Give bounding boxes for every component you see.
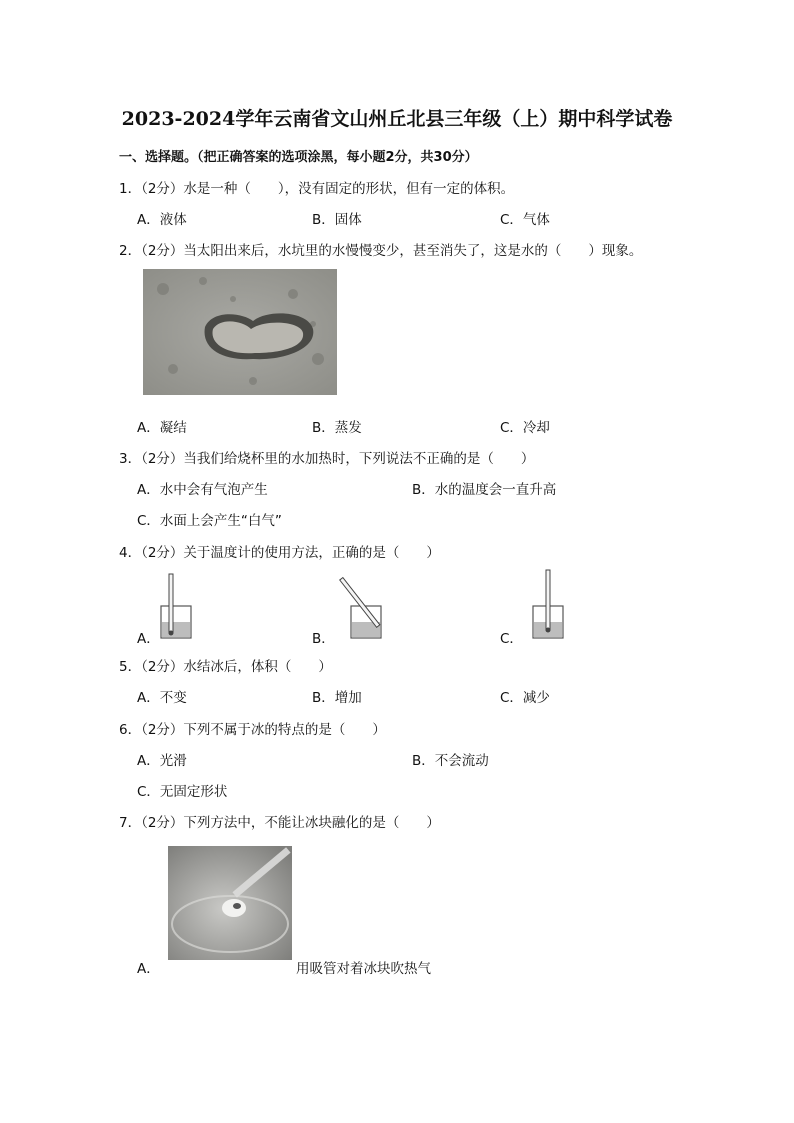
q1-option-c[interactable]: C．气体 — [500, 212, 550, 228]
q4-option-b[interactable]: B． — [312, 631, 335, 647]
q5-option-c[interactable]: C．减少 — [500, 690, 550, 706]
q3-option-b[interactable]: B．水的温度会一直升高 — [412, 482, 557, 498]
q7-option-a-caption: 用吸管对着冰块吹热气 — [296, 961, 431, 977]
q2-option-a[interactable]: A．凝结 — [137, 420, 187, 436]
q5-option-a[interactable]: A．不变 — [137, 690, 187, 706]
thermometer-beaker-a-icon — [155, 570, 197, 640]
question-6: 6．（2分）下列不属于冰的特点的是（ ） — [119, 722, 386, 738]
question-4: 4．（2分）关于温度计的使用方法，正确的是（ ） — [119, 545, 440, 561]
q2-option-b[interactable]: B．蒸发 — [312, 420, 362, 436]
question-2: 2．（2分）当太阳出来后，水坑里的水慢慢变少，甚至消失了，这是水的（ ）现象。 — [119, 243, 643, 259]
q6-option-b[interactable]: B．不会流动 — [412, 753, 489, 769]
section-heading: 一、选择题。（把正确答案的选项涂黑，每小题2分，共30分） — [119, 150, 478, 165]
q1-option-a[interactable]: A．液体 — [137, 212, 187, 228]
q2-option-c[interactable]: C．冷却 — [500, 420, 550, 436]
q3-option-a[interactable]: A．水中会有气泡产生 — [137, 482, 268, 498]
q3-option-c[interactable]: C．水面上会产生“白气” — [137, 513, 282, 529]
q6-option-c[interactable]: C．无固定形状 — [137, 784, 228, 800]
page-title: 2023-2024学年云南省文山州丘北县三年级（上）期中科学试卷 — [121, 108, 673, 130]
question-5: 5．（2分）水结冰后，体积（ ） — [119, 659, 332, 675]
thermometer-beaker-b-icon — [335, 570, 387, 640]
question-7: 7．（2分）下列方法中，不能让冰块融化的是（ ） — [119, 815, 440, 831]
q5-option-b[interactable]: B．增加 — [312, 690, 362, 706]
puddle-photo — [143, 269, 337, 395]
q4-option-c[interactable]: C． — [500, 631, 523, 647]
q7-option-a[interactable]: A． — [137, 961, 160, 977]
q4-option-a[interactable]: A． — [137, 631, 160, 647]
q1-option-b[interactable]: B．固体 — [312, 212, 362, 228]
question-1: 1．（2分）水是一种（ ），没有固定的形状，但有一定的体积。 — [119, 181, 515, 197]
question-3: 3．（2分）当我们给烧杯里的水加热时，下列说法不正确的是（ ） — [119, 451, 535, 467]
thermometer-beaker-c-icon — [527, 568, 569, 640]
ice-straw-photo — [168, 846, 292, 960]
q6-option-a[interactable]: A．光滑 — [137, 753, 187, 769]
